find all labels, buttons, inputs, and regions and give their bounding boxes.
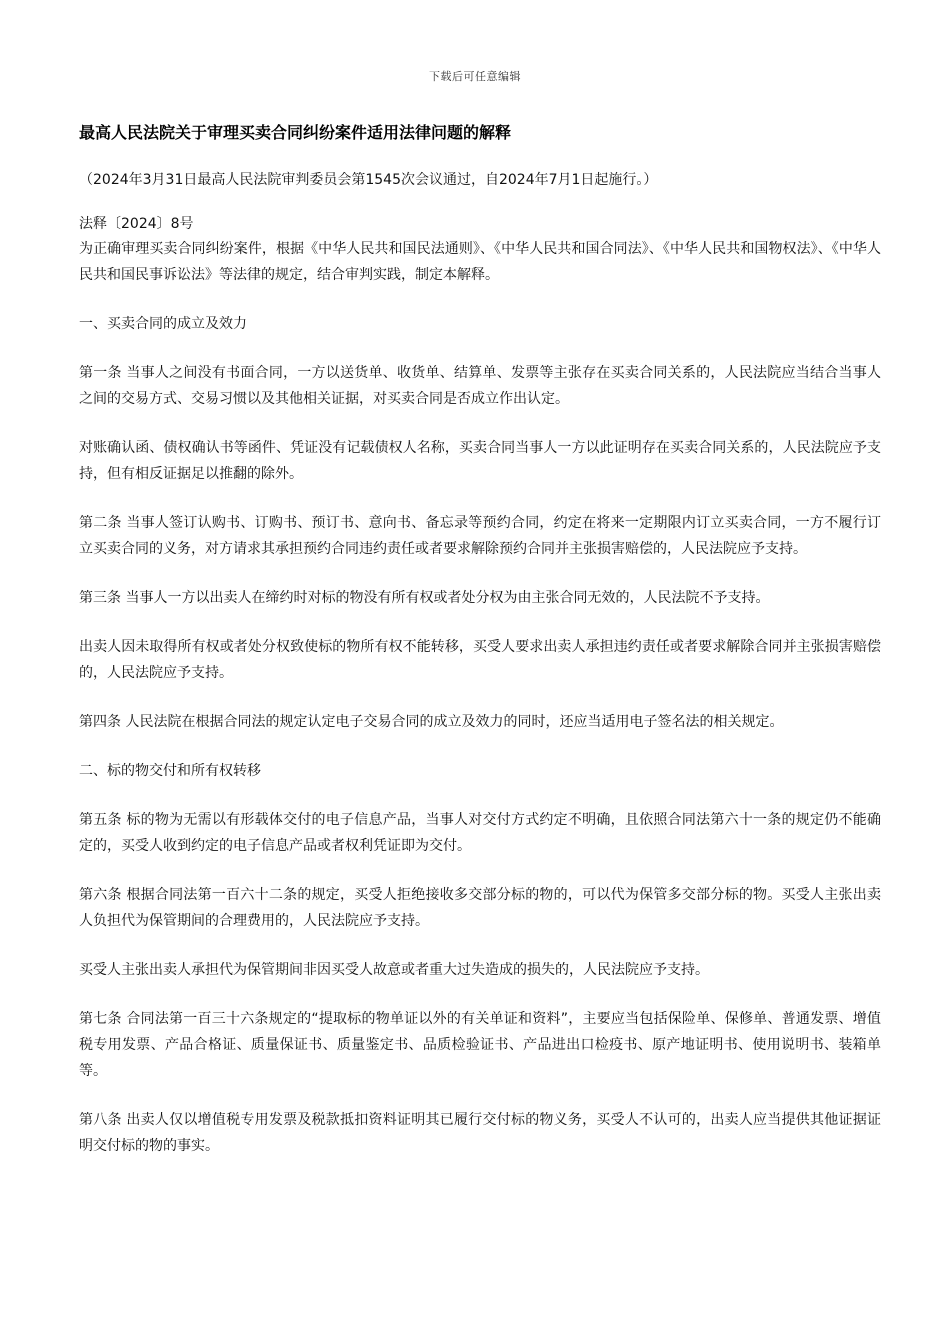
article-paragraph: 第七条 合同法第一百三十六条规定的“提取标的物单证以外的有关单证和资料”，主要应当包括保险单、保修单、普通发票、增值税专用发票、产品合格证、质量保证书、质量鉴定书、品质检验证书、产品进出口检疫书、原产地证明书、使用说明书、装箱单等。 <box>79 1011 881 1079</box>
article-paragraph: 第六条 根据合同法第一百六十二条的规定，买受人拒绝接收多交部分标的物的，可以代为保管多交部分标的物。买受人主张出卖人负担代为保管期间的合理费用的，人民法院应予支持。 <box>79 887 881 929</box>
intro-paragraph: 为正确审理买卖合同纠纷案件，根据《中华人民共和国民法通则》、《中华人民共和国合同法》、《中华人民共和国物权法》、《中华人民共和国民事诉讼法》等法律的规定，结合审判实践，制定本解释。 <box>79 241 881 283</box>
document-subtitle: （2024年3月31日最高人民法院审判委员会第1545次会议通过，自2024年7月1日起施行。） <box>79 172 658 188</box>
article-paragraph: 对账确认函、债权确认书等函件、凭证没有记载债权人名称，买卖合同当事人一方以此证明存在买卖合同关系的，人民法院应予支持，但有相反证据足以推翻的除外。 <box>79 440 881 482</box>
article-paragraph: 第二条 当事人签订认购书、订购书、预订书、意向书、备忘录等预约合同，约定在将来一定期限内订立买卖合同，一方不履行订立买卖合同的义务，对方请求其承担预约合同违约责任或者要求解除预约合同并主张损害赔偿的，人民法院应予支持。 <box>79 515 881 557</box>
document-number: 法释〔2024〕8号 <box>79 216 194 232</box>
article-paragraph: 第八条 出卖人仅以增值税专用发票及税款抵扣资料证明其已履行交付标的物义务，买受人不认可的，出卖人应当提供其他证据证明交付标的物的事实。 <box>79 1112 881 1154</box>
section-heading: 二、标的物交付和所有权转移 <box>79 763 261 779</box>
article-paragraph: 第五条 标的物为无需以有形载体交付的电子信息产品，当事人对交付方式约定不明确，且依照合同法第六十一条的规定仍不能确定的，买受人收到约定的电子信息产品或者权利凭证即为交付。 <box>79 812 881 854</box>
article-paragraph: 买受人主张出卖人承担代为保管期间非因买受人故意或者重大过失造成的损失的，人民法院应予支持。 <box>79 962 709 978</box>
document-body <box>79 118 881 1159</box>
article-paragraph: 出卖人因未取得所有权或者处分权致使标的物所有权不能转移，买受人要求出卖人承担违约责任或者要求解除合同并主张损害赔偿的，人民法院应予支持。 <box>79 639 881 681</box>
article-paragraph: 第四条 人民法院在根据合同法的规定认定电子交易合同的成立及效力的同时，还应当适用电子签名法的相关规定。 <box>79 714 784 730</box>
document-title: 最高人民法院关于审理买卖合同纠纷案件适用法律问题的解释 <box>79 123 512 142</box>
article-paragraph: 第一条 当事人之间没有书面合同，一方以送货单、收货单、结算单、发票等主张存在买卖合同关系的，人民法院应当结合当事人之间的交易方式、交易习惯以及其他相关证据，对买卖合同是否成立作出认定。 <box>79 365 881 407</box>
article-paragraph: 第三条 当事人一方以出卖人在缔约时对标的物没有所有权或者处分权为由主张合同无效的，人民法院不予支持。 <box>79 590 770 606</box>
section-heading: 一、买卖合同的成立及效力 <box>79 316 247 332</box>
header-note: 下载后可任意编辑 <box>429 70 521 83</box>
